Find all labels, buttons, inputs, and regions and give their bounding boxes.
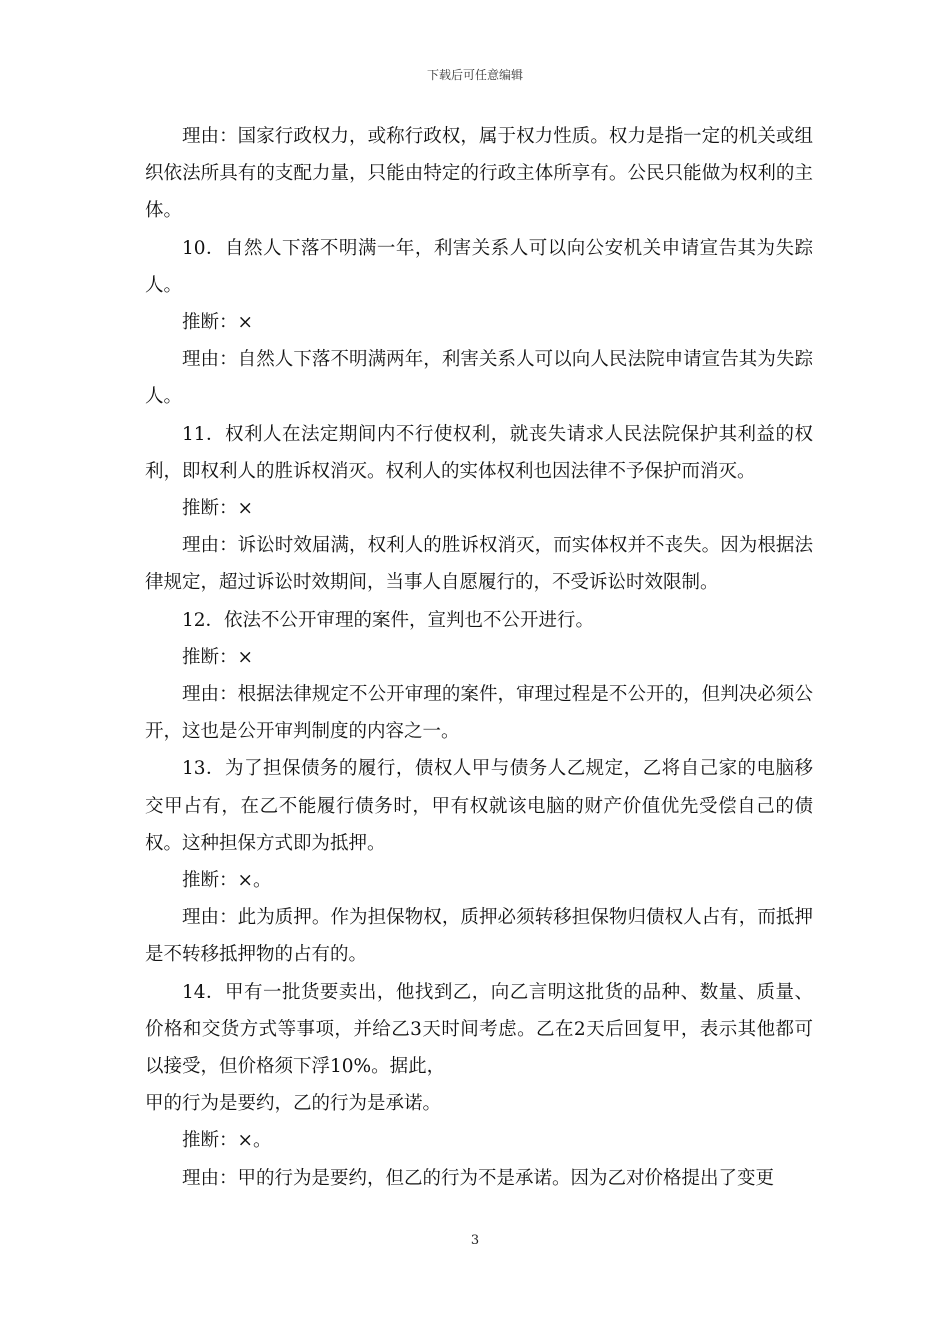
paragraph-16: 推断：×。 [182,1130,272,1152]
page-header: 下载后可任意编辑 [426,68,523,82]
paragraph-1: 理由：国家行政权力，或称行政权，属于权力性质。权力是指一定的机关或组织依法所具有的支配力量，只能由特定的行政主体所享有。公民只能做为权利的主体。 [145,126,813,222]
paragraph-8: 12．依法不公开审理的案件，宣判也不公开进行。 [182,609,595,631]
paragraph-9: 推断：× [182,646,254,668]
paragraph-11: 13．为了担保债务的履行，债权人甲与债务人乙规定，乙将自己家的电脑移交甲占有，在乙不能履行债务时，甲有权就该电脑的财产价值优先受偿自己的债权。这种担保方式即为抵押。 [145,758,813,854]
paragraph-10: 理由：根据法律规定不公开审理的案件，审理过程是不公开的，但判决必须公开，这也是公开审判制度的内容之一。 [145,684,813,743]
page-number: 3 [470,1233,480,1248]
paragraph-15: 甲的行为是要约，乙的行为是承诺。 [145,1093,442,1115]
paragraph-4: 理由：自然人下落不明满两年，利害关系人可以向人民法院申请宣告其为失踪人。 [145,349,813,408]
paragraph-7: 理由：诉讼时效届满，权利人的胜诉权消灭，而实体权并不丧失。因为根据法律规定，超过诉讼时效期间，当事人自愿履行的，不受诉讼时效限制。 [145,535,813,594]
paragraph-17: 理由：甲的行为是要约，但乙的行为不是承诺。因为乙对价格提出了变更 [182,1167,775,1189]
document-body [145,118,813,1197]
paragraph-6: 推断：× [182,498,254,520]
paragraph-5: 11．权利人在法定期间内不行使权利，就丧失请求人民法院保护其利益的权利，即权利人的胜诉权消灭。权利人的实体权利也因法律不予保护而消灭。 [145,423,813,482]
paragraph-2: 10．自然人下落不明满一年，利害关系人可以向公安机关申请宣告其为失踪人。 [145,237,813,296]
paragraph-13: 理由：此为质押。作为担保物权，质押必须转移担保物归债权人占有，而抵押是不转移抵押物的占有的。 [145,907,813,966]
paragraph-12: 推断：×。 [182,870,272,892]
paragraph-14: 14．甲有一批货要卖出，他找到乙，向乙言明这批货的品种、数量、质量、价格和交货方式等事项，并给乙3天时间考虑。乙在2天后回复甲，表示其他都可以接受，但价格须下浮10%。据此， [145,981,813,1078]
paragraph-3: 推断：× [182,312,254,334]
